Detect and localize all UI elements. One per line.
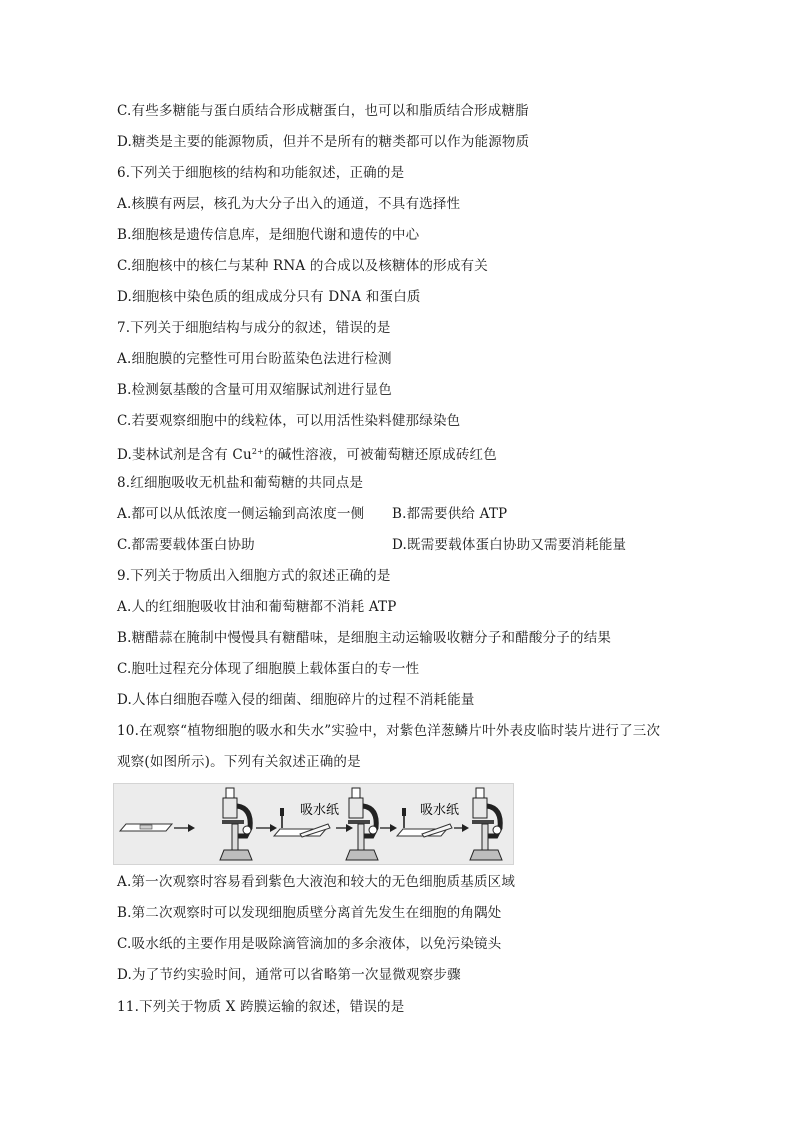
microscope-2-icon: [346, 788, 378, 860]
q10-stem-line1: 10.在观察“植物细胞的吸水和失水”实验中，对紫色洋葱鳞片叶外表皮临时装片进行了三次: [117, 723, 661, 739]
q8-option-c: C.都需要载体蛋白协助: [117, 537, 255, 553]
arrow-5-icon: [454, 824, 469, 832]
q10-option-d: D.为了节约实验时间，通常可以省略第一次显微观察步骤: [117, 967, 461, 983]
q10-stem-line2: 观察(如图所示)。下列有关叙述正确的是: [117, 754, 361, 770]
q8-option-d: D.既需要载体蛋白协助又需要消耗能量: [392, 537, 627, 553]
q10-option-c: C.吸水纸的主要作用是吸除滴管滴加的多余液体，以免污染镜头: [117, 936, 502, 952]
q7-option-d-pre: D.斐林试剂是含有 Cu: [117, 447, 252, 463]
q5-option-c: C.有些多糖能与蛋白质结合形成糖蛋白，也可以和脂质结合形成糖脂: [117, 103, 529, 119]
q9-option-b: B.糖醋蒜在腌制中慢慢具有糖醋味，是细胞主动运输吸收糖分子和醋酸分子的结果: [117, 630, 612, 646]
q6-stem: 6.下列关于细胞核的结构和功能叙述，正确的是: [117, 165, 405, 181]
arrow-4-icon: [380, 824, 397, 832]
q9-option-d: D.人体白细胞吞噬入侵的细菌、细胞碎片的过程不消耗能量: [117, 692, 475, 708]
figure-drawing: [114, 784, 513, 864]
q6-option-a: A.核膜有两层，核孔为大分子出入的通道，不具有选择性: [117, 196, 461, 212]
q10-option-b: B.第二次观察时可以发现细胞质壁分离首先发生在细胞的角隅处: [117, 905, 502, 921]
q7-option-c: C.若要观察细胞中的线粒体，可以用活性染料健那绿染色: [117, 413, 461, 429]
microscope-1-icon: [220, 788, 252, 860]
q6-option-c: C.细胞核中的核仁与某种 RNA 的合成以及核糖体的形成有关: [117, 258, 488, 274]
q6-option-b: B.细胞核是遗传信息库，是细胞代谢和遗传的中心: [117, 227, 420, 243]
arrow-3-icon: [336, 824, 353, 832]
q9-stem: 9.下列关于物质出入细胞方式的叙述正确的是: [117, 568, 391, 584]
q7-option-b: B.检测氨基酸的含量可用双缩脲试剂进行显色: [117, 382, 392, 398]
q8-option-a: A.都可以从低浓度一侧运输到高浓度一侧: [117, 506, 365, 522]
figure-label-1: 吸水纸: [300, 803, 340, 818]
microscope-procedure-figure: [113, 783, 514, 865]
q5-option-d: D.糖类是主要的能源物质，但并不是所有的糖类都可以作为能源物质: [117, 134, 530, 150]
q7-option-a: A.细胞膜的完整性可用台盼蓝染色法进行检测: [117, 351, 392, 367]
figure-label-2: 吸水纸: [420, 803, 460, 818]
q8-stem: 8.红细胞吸收无机盐和葡萄糖的共同点是: [117, 475, 364, 491]
dropper-icon: [280, 808, 284, 828]
q7-option-d: [117, 443, 497, 464]
arrow-2-icon: [256, 824, 277, 832]
q7-option-d-post: 的碱性溶液，可被葡萄糖还原成砖红色: [264, 447, 497, 463]
arrow-1-icon: [174, 824, 195, 832]
dropper-2-icon: [402, 808, 406, 828]
q10-option-a: A.第一次观察时容易看到紫色大液泡和较大的无色细胞质基质区域: [117, 874, 516, 890]
q11-stem: 11.下列关于物质 X 跨膜运输的叙述，错误的是: [117, 999, 405, 1015]
q7-stem: 7.下列关于细胞结构与成分的叙述，错误的是: [117, 320, 391, 336]
q8-option-b: B.都需要供给 ATP: [392, 506, 508, 522]
q7-option-d-superscript: 2+: [251, 447, 265, 456]
glass-slide: [120, 824, 172, 831]
microscope-3-icon: [470, 788, 502, 860]
q6-option-d: D.细胞核中染色质的组成成分只有 DNA 和蛋白质: [117, 289, 421, 305]
q9-option-a: A.人的红细胞吸收甘油和葡萄糖都不消耗 ATP: [117, 599, 397, 615]
q9-option-c: C.胞吐过程充分体现了细胞膜上载体蛋白的专一性: [117, 661, 420, 677]
